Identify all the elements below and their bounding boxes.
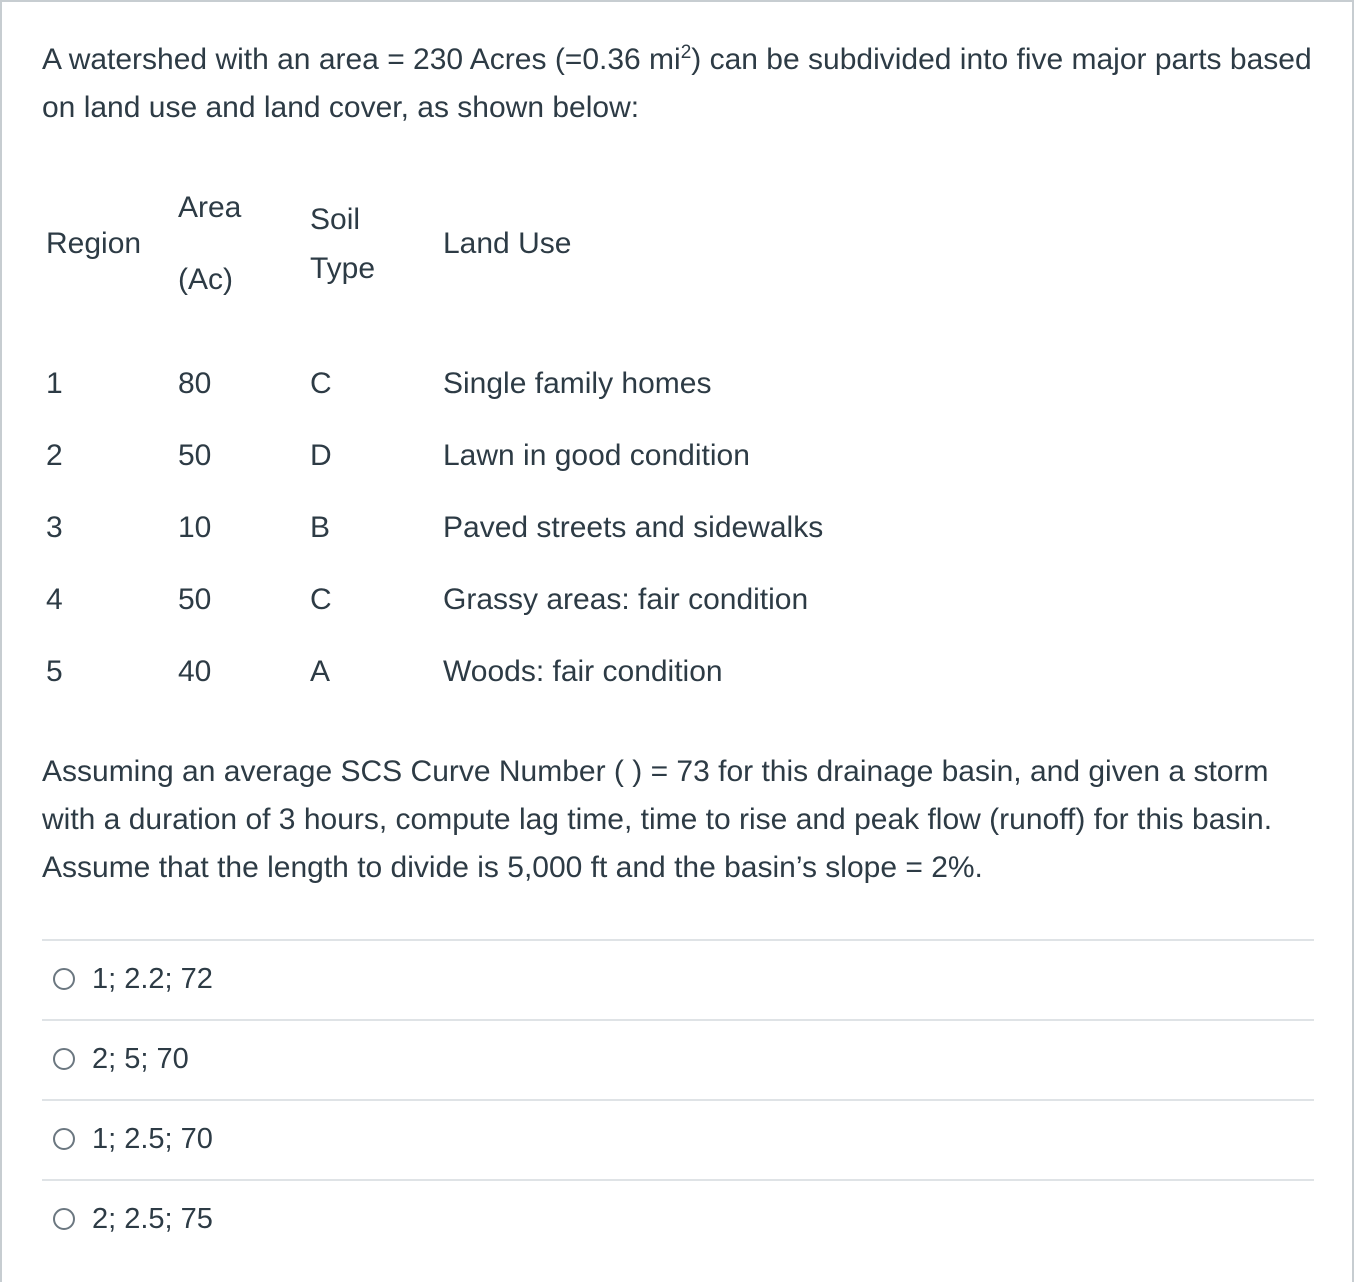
answer-label[interactable]: 2; 5; 70 bbox=[92, 1043, 189, 1075]
table-cell-soil: B bbox=[310, 511, 331, 544]
table-cell-land-use: Paved streets and sidewalks bbox=[443, 511, 824, 544]
table-cell-land-use: Grassy areas: fair condition bbox=[443, 583, 809, 616]
answer-label[interactable]: 1; 2.5; 70 bbox=[92, 1123, 213, 1155]
table-cell-region: 1 bbox=[46, 367, 63, 400]
intro-text bbox=[42, 36, 1312, 132]
table-cell-region: 4 bbox=[46, 583, 63, 616]
table-cell-area: 50 bbox=[178, 439, 212, 472]
table-cell-area: 80 bbox=[178, 367, 212, 400]
table-cell-soil: C bbox=[310, 583, 332, 616]
header-area: Area bbox=[178, 191, 242, 224]
answer-list bbox=[42, 939, 1314, 1259]
radio-button[interactable] bbox=[53, 1208, 75, 1230]
table-cell-region: 2 bbox=[46, 439, 63, 472]
header-region: Region bbox=[46, 227, 142, 260]
intro-superscript: 2 bbox=[680, 42, 692, 63]
radio-button[interactable] bbox=[53, 1048, 75, 1070]
header-soil: Soil bbox=[310, 203, 361, 236]
header-land-use: Land Use bbox=[443, 227, 572, 260]
table-cell-soil: C bbox=[310, 367, 332, 400]
header-soil-type: Type bbox=[310, 252, 376, 285]
table-cell-area: 40 bbox=[178, 655, 212, 688]
answer-label[interactable]: 1; 2.2; 72 bbox=[92, 963, 213, 995]
answer-label[interactable]: 2; 2.5; 75 bbox=[92, 1203, 213, 1235]
table-cell-region: 3 bbox=[46, 511, 63, 544]
answer-option[interactable] bbox=[42, 939, 1314, 1019]
answer-option[interactable] bbox=[42, 1099, 1314, 1179]
answer-option[interactable] bbox=[42, 1179, 1314, 1259]
table-cell-land-use: Lawn in good condition bbox=[443, 439, 750, 472]
answer-option[interactable] bbox=[42, 1019, 1314, 1099]
table-cell-land-use: Woods: fair condition bbox=[443, 655, 723, 688]
question-text: Assuming an average SCS Curve Number ( ) = 73 for this drainage basin, and given a storm with a duration of 3 hours, compute lag time, time to rise and peak flow (runoff) for this basin. Assume that the length to divide is 5,000 ft and the basin’s slope = 2%. bbox=[42, 755, 1273, 884]
radio-button[interactable] bbox=[53, 1128, 75, 1150]
table-cell-area: 50 bbox=[178, 583, 212, 616]
table-cell-region: 5 bbox=[46, 655, 63, 688]
radio-button[interactable] bbox=[53, 968, 75, 990]
intro-part2: ) can be subdivided into five major parts based on land use and land cover, as shown below: bbox=[42, 43, 1312, 124]
intro-part1: A watershed with an area = 230 Acres (=0.36 mi bbox=[42, 43, 681, 76]
header-area-unit: (Ac) bbox=[178, 263, 233, 296]
table-cell-soil: D bbox=[310, 439, 332, 472]
table-cell-soil: A bbox=[310, 655, 331, 688]
table-cell-area: 10 bbox=[178, 511, 212, 544]
table-cell-land-use: Single family homes bbox=[443, 367, 712, 400]
